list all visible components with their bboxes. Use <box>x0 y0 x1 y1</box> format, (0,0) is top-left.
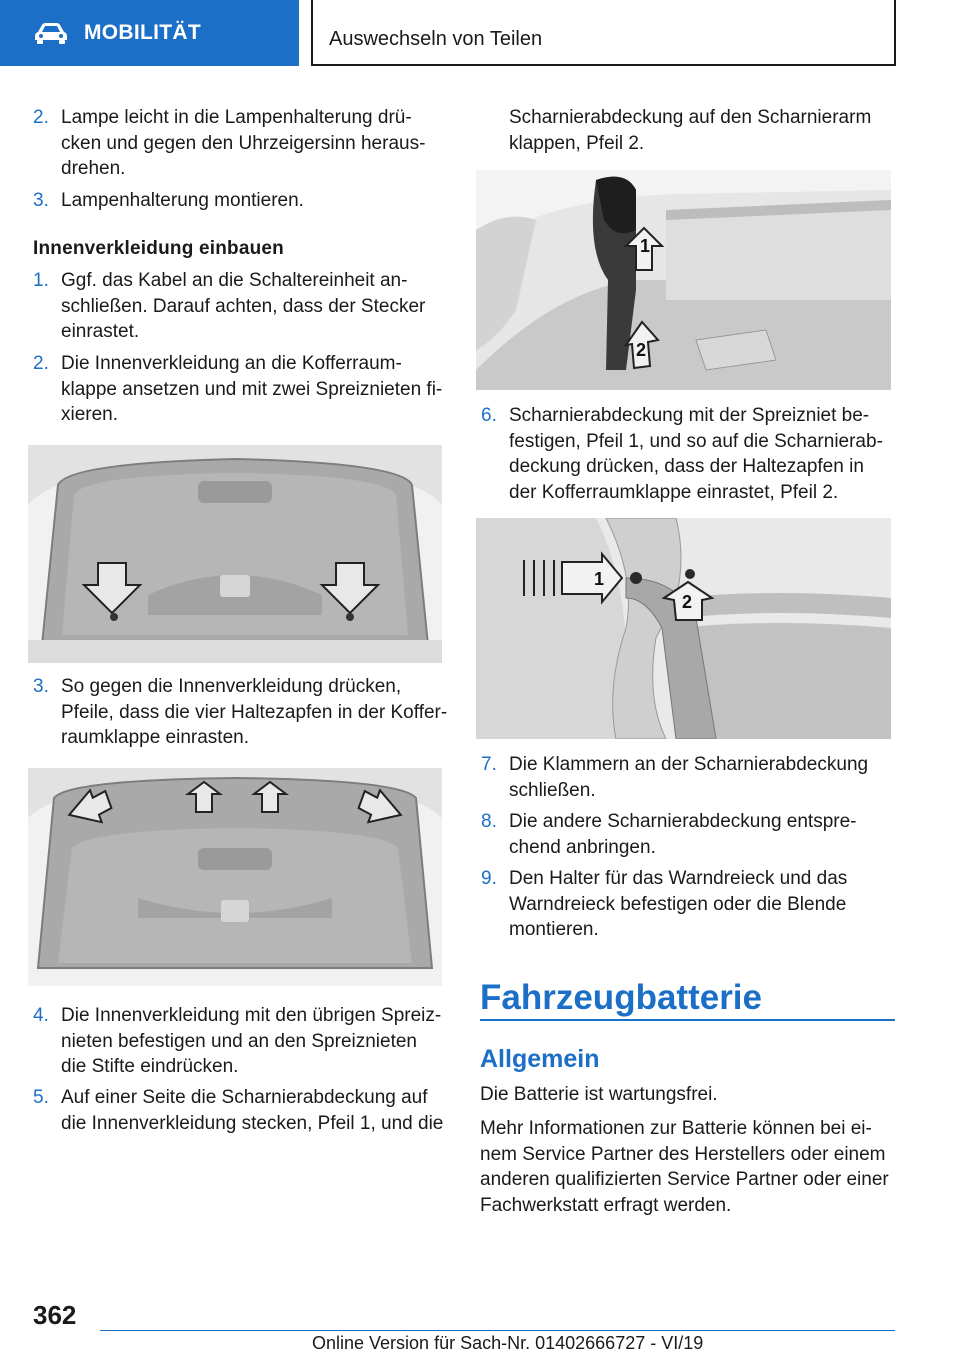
step-line: Die Innenverkleidung mit den übrigen Spreiz- <box>61 1005 442 1026</box>
step-text <box>61 1003 441 1080</box>
subheading: Innenverkleidung einbauen <box>33 238 284 259</box>
figure-hinge-cover <box>476 170 891 390</box>
arrow-label: 2 <box>682 592 693 612</box>
step-line: Die Klammern an der Scharnierabdeckung <box>509 754 869 775</box>
step-number: 3. <box>33 676 49 697</box>
step-text <box>61 674 447 751</box>
figure-trunk-lid-down-arrows <box>28 445 442 663</box>
step-line: deckung drücken, dass der Haltezapfen in <box>509 456 864 477</box>
chapter-header <box>311 0 896 66</box>
step-line: schließen. Darauf achten, dass der Stecker <box>61 295 426 317</box>
step-continuation <box>509 105 899 156</box>
paragraph-line: nem Service Partner des Herstellers oder einem <box>480 1143 886 1165</box>
step-number: 8. <box>481 811 497 832</box>
step-number: 5. <box>33 1087 49 1108</box>
step-line: Die Innenverkleidung an die Kofferraum- <box>61 353 402 374</box>
step-line: die Stifte eindrücken. <box>61 1056 239 1077</box>
figure-hinge-cover-detail <box>476 518 891 739</box>
step-number: 6. <box>481 405 497 426</box>
step-number: 3. <box>33 190 49 211</box>
chapter-title: Auswechseln von Teilen <box>329 28 543 50</box>
step-number: 1. <box>33 270 49 291</box>
paragraph-line: Fachwerkstatt erfragt werden. <box>480 1194 732 1216</box>
step-line: Lampenhalterung montieren. <box>61 190 304 211</box>
step-number: 9. <box>481 868 497 889</box>
step-text <box>509 403 883 505</box>
page-number: 362 <box>33 1300 77 1330</box>
footer-text: Online Version für Sach-Nr. 01402666727 - VI/19 <box>312 1333 704 1353</box>
section-label: MOBILITÄT <box>84 21 202 44</box>
step-line: nieten befestigen und an den Spreiznieten <box>61 1030 417 1052</box>
step-text <box>61 1085 443 1136</box>
footer-rule <box>100 1330 895 1331</box>
step-line: Warndreieck befestigen oder die Blende <box>509 893 847 915</box>
car-icon <box>34 22 68 44</box>
heading-rule <box>480 1019 895 1021</box>
step-number: 7. <box>481 754 497 775</box>
paragraph-line: anderen qualifizierten Service Partner oder einer <box>480 1169 889 1190</box>
arrow-label: 1 <box>640 236 651 256</box>
step-text <box>61 351 442 428</box>
step-line: Scharnierabdeckung auf den Scharnierarm <box>509 107 872 128</box>
step-line: Ggf. das Kabel an die Schaltereinheit an- <box>61 270 408 291</box>
step-line: So gegen die Innenverkleidung drücken, <box>61 676 402 697</box>
step-line: die Innenverkleidung stecken, Pfeil 1, und die <box>61 1112 444 1134</box>
step-line: Auf einer Seite die Scharnierabdeckung auf <box>61 1087 428 1108</box>
section-tab <box>0 0 299 66</box>
step-text <box>61 188 304 214</box>
paragraph-line: Mehr Informationen zur Batterie können bei ei- <box>480 1118 872 1139</box>
step-line: Den Halter für das Warndreieck und das <box>509 868 848 889</box>
paragraph: Die Batterie ist wartungsfrei. <box>480 1084 718 1105</box>
step-line: Die andere Scharnierabdeckung entspre- <box>509 811 857 832</box>
step-line: der Kofferraumklappe einrastet, Pfeil 2. <box>509 481 839 503</box>
step-line: Pfeile, dass die vier Haltezapfen in der Koffer- <box>61 701 448 723</box>
step-line: cken und gegen den Uhrzeigersinn heraus- <box>61 132 426 154</box>
step-line: xieren. <box>61 404 119 425</box>
step-line: Scharnierabdeckung mit der Spreizniet be- <box>509 405 870 426</box>
arrow-label: 2 <box>636 340 647 360</box>
step-text <box>509 752 868 803</box>
section-heading: Fahrzeugbatterie <box>480 978 762 1017</box>
step-text <box>509 866 847 943</box>
step-number: 2. <box>33 107 49 128</box>
step-line: klappe ansetzen und mit zwei Spreiznieten fi- <box>61 378 443 400</box>
step-line: raumklappe einrasten. <box>61 727 249 748</box>
step-line: festigen, Pfeil 1, und so auf die Scharnierab- <box>509 430 883 452</box>
figure-trunk-lid-up-arrows <box>28 768 442 986</box>
step-number: 2. <box>33 353 49 374</box>
step-text <box>61 105 425 182</box>
step-line: einrastet. <box>61 321 140 342</box>
step-number: 4. <box>33 1005 49 1026</box>
step-line: chend anbringen. <box>509 836 656 858</box>
step-text <box>61 268 425 345</box>
step-line: drehen. <box>61 158 126 179</box>
step-line: klappen, Pfeil 2. <box>509 132 645 154</box>
subsection-heading: Allgemein <box>480 1045 600 1073</box>
step-text <box>509 809 857 860</box>
step-line: schließen. <box>509 779 596 801</box>
paragraph <box>480 1116 895 1218</box>
step-line: Lampe leicht in die Lampenhalterung drü- <box>61 107 412 128</box>
arrow-label: 1 <box>594 569 605 589</box>
step-line: montieren. <box>509 919 599 940</box>
